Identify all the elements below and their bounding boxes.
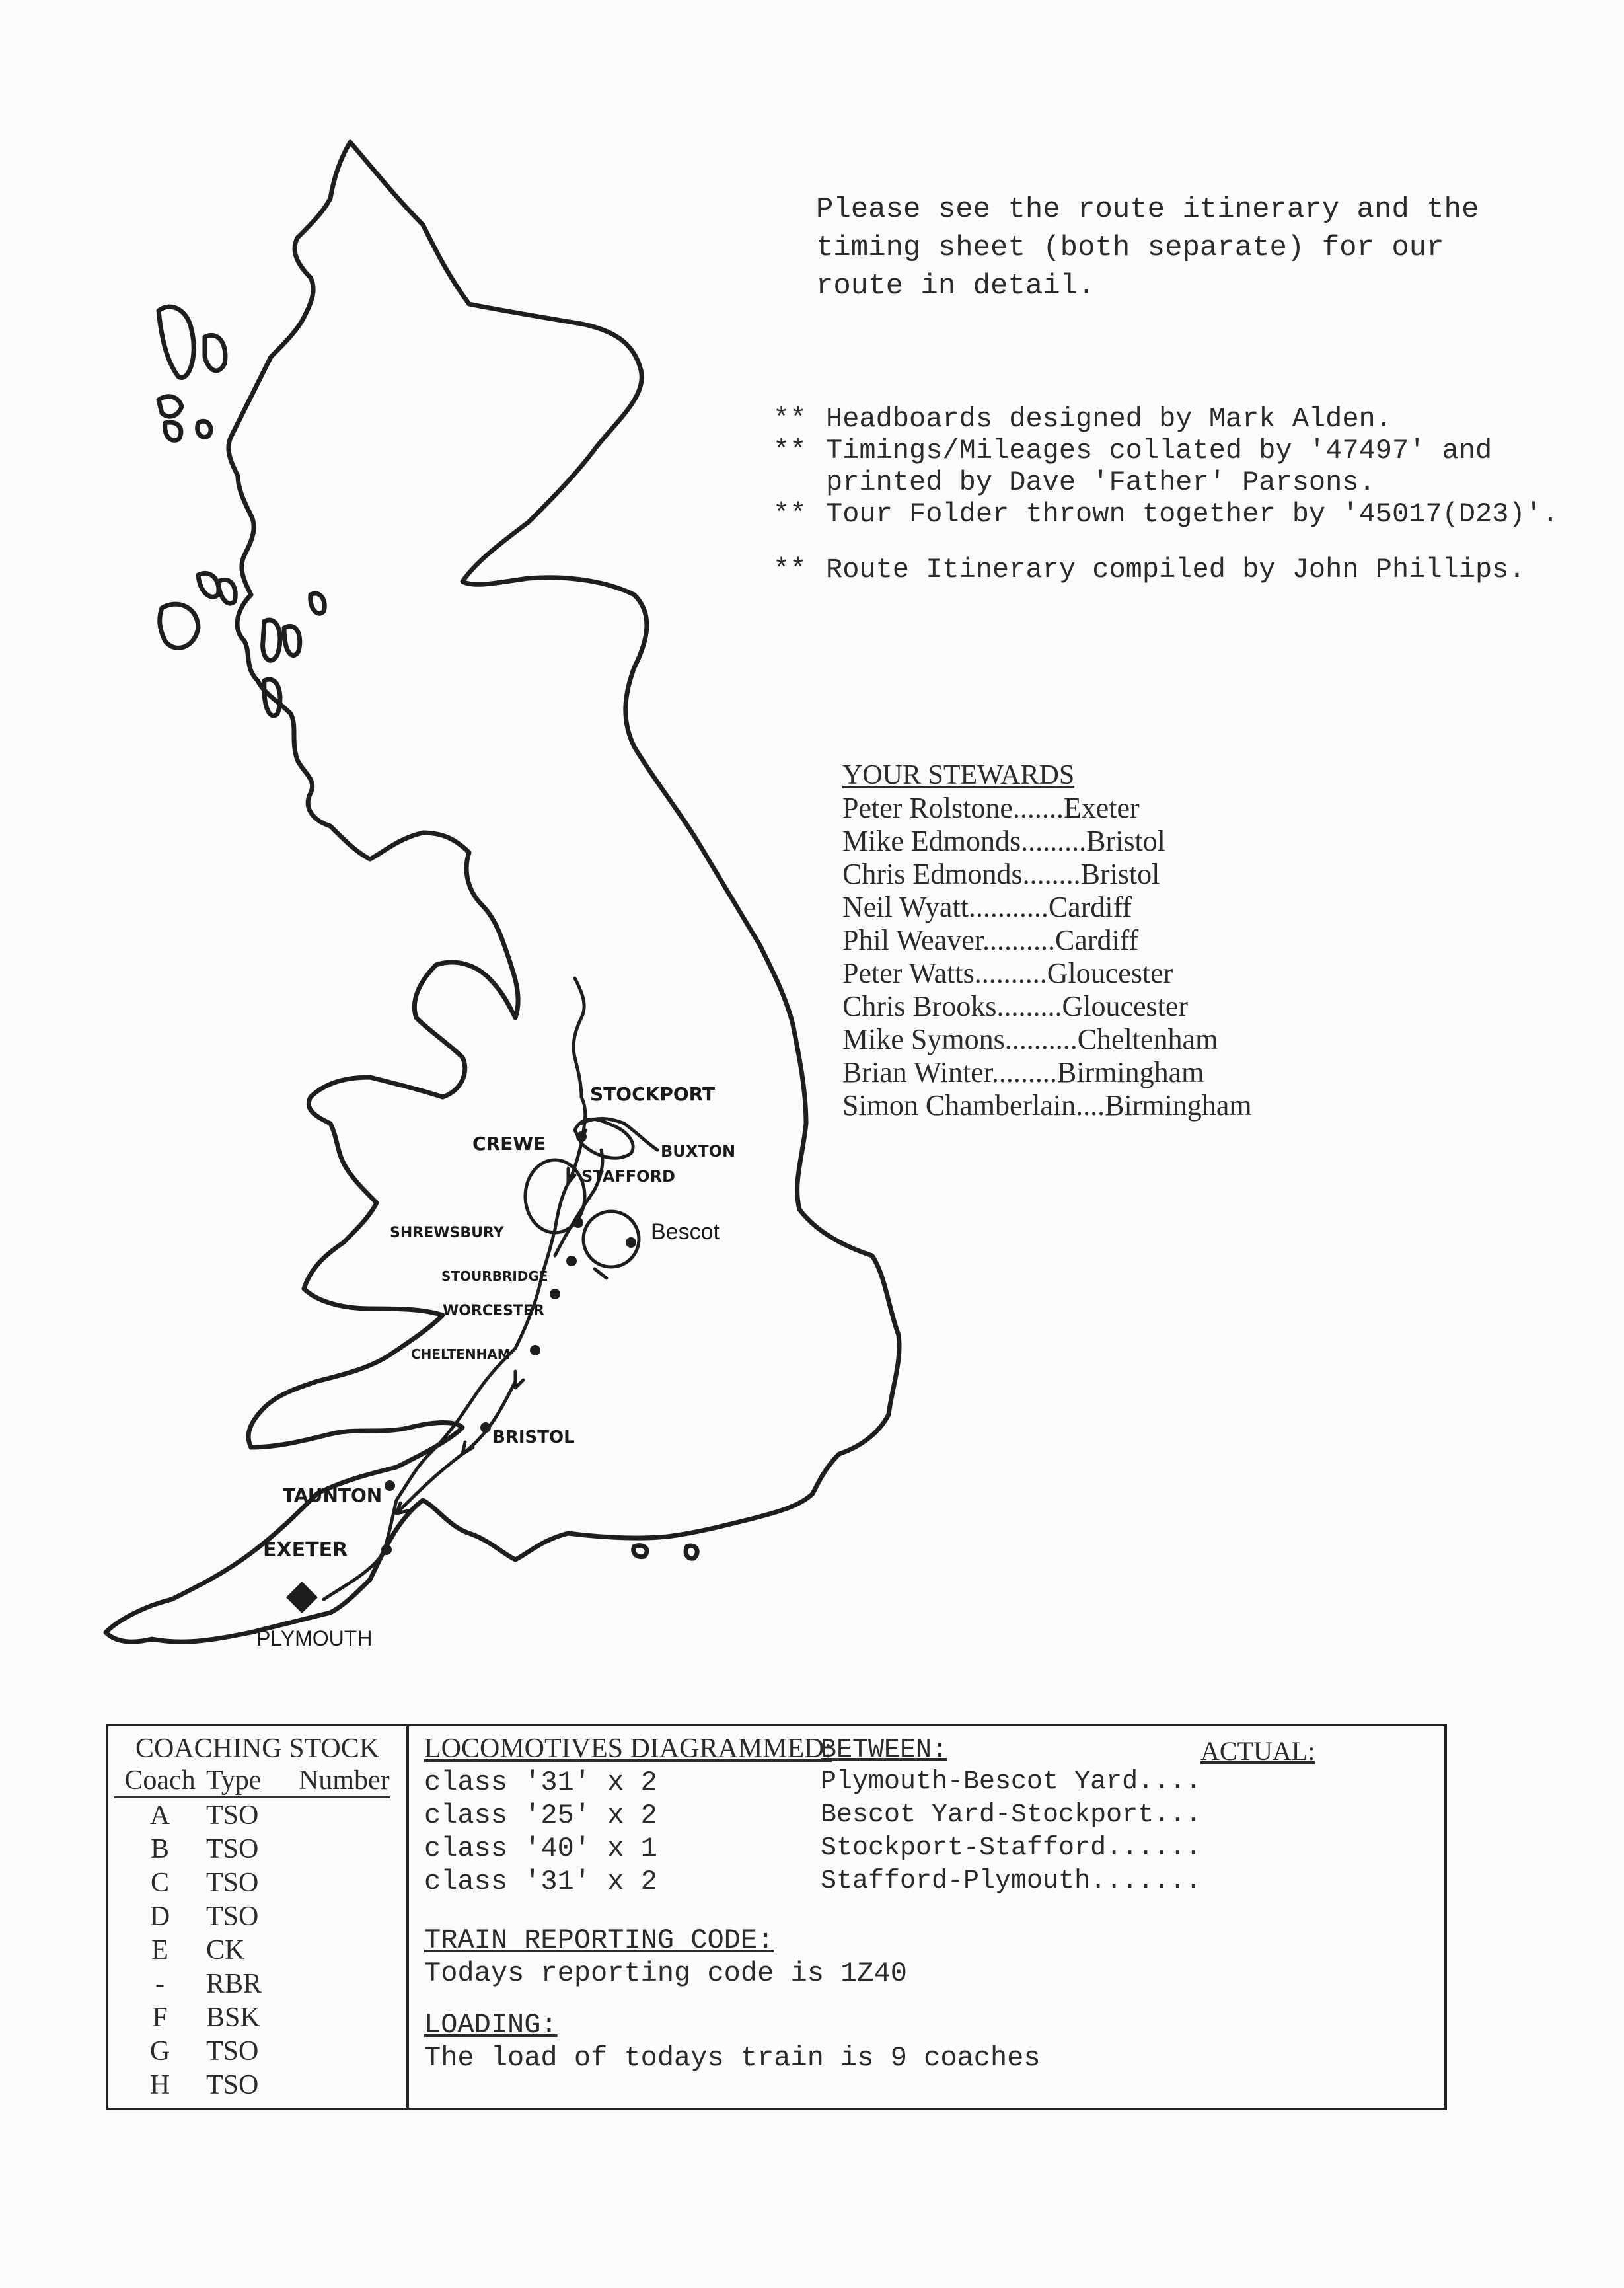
credits-list [773,403,1606,586]
credit-item [773,403,1606,435]
credit-item [773,554,1606,586]
stewards-list [842,759,1503,1122]
steward-row: Simon Chamberlain....Birmingham [842,1089,1252,1122]
table-row [114,2069,404,2102]
coach-letter: C [150,1868,169,1898]
route-line [396,1381,515,1513]
map-label-stafford: STAFFORD [581,1167,675,1186]
train-info-box [106,1724,1447,2110]
coach-letter: H [149,2070,170,2100]
coach-type: TSO [206,1800,259,1831]
table-row [424,1832,1415,1865]
header-type: Type [206,1765,299,1798]
station-dot [626,1237,636,1248]
locomotive-rows [424,1766,1415,1898]
coach-type: TSO [206,1834,259,1864]
island-outline [159,397,182,416]
table-row [424,1766,1415,1799]
island-outline [198,573,219,597]
station-dot [381,1544,392,1555]
reporting-code-heading: TRAIN REPORTING CODE: [424,1925,774,1956]
table-row [114,1967,404,2001]
coach-letter: E [151,1935,168,1965]
loading-heading: LOADING: [424,2009,558,2041]
coach-letter: G [149,2036,170,2067]
table-row [424,1799,1415,1832]
steward-row: Chris Edmonds........Bristol [842,858,1160,890]
intro-paragraph [816,190,1543,305]
table-row [114,1900,404,1934]
credit-text: Route Itinerary compiled by John Phillips. [826,554,1526,586]
map-label-bristol: BRISTOL [492,1428,575,1447]
steward-row: Brian Winter.........Birmingham [842,1056,1204,1088]
steward-row: Phil Weaver..........Cardiff [842,924,1139,956]
island-outline [311,593,325,613]
credit-item [773,435,1606,498]
station-dot [576,1131,587,1142]
map-label-buxton: BUXTON [661,1142,736,1161]
credit-text: Headboards designed by Mark Alden. [826,403,1392,435]
map-label-stockport: STOCKPORT [590,1083,716,1105]
loco-class: class '40' x 1 [424,1833,657,1864]
coach-type: RBR [206,1969,262,1999]
station-dot [385,1480,395,1491]
table-row [114,2035,404,2069]
credit-asterisks: ** [773,554,807,586]
island-outline [198,421,211,437]
island-outline [160,604,198,648]
steward-row: Neil Wyatt...........Cardiff [842,891,1132,923]
intro-line: route in detail. [816,270,1095,303]
table-row [424,1865,1415,1898]
coach-type: TSO [206,2070,259,2100]
coach-type: TSO [206,1901,259,1932]
loco-between: Plymouth-Bescot Yard.... [821,1767,1202,1797]
table-row [114,2001,404,2035]
header-coach: Coach [114,1765,206,1798]
loading-text: The load of todays train is 9 coaches [424,2042,1041,2074]
island-outline [263,620,280,660]
route-line [573,978,584,1097]
coaching-stock-title: COACHING STOCK [135,1734,380,1764]
island-outline [634,1546,647,1557]
coach-type: CK [206,1935,245,1965]
island-outline [165,422,181,440]
reporting-code-text: Todays reporting code is 1Z40 [424,1958,907,1989]
intro-line: Please see the route itinerary and the [816,193,1479,226]
credit-asterisks: ** [773,498,807,530]
steward-row: Peter Rolstone.......Exeter [842,792,1140,824]
loco-class: class '25' x 2 [424,1800,657,1831]
station-dot [480,1422,491,1433]
table-row [114,1799,404,1833]
island-outline [205,335,225,371]
credit-item [773,498,1606,530]
station-dot [550,1289,560,1299]
steward-row: Mike Symons..........Cheltenham [842,1023,1218,1055]
credit-asterisks: ** [773,435,807,467]
steward-row: Chris Brooks.........Gloucester [842,990,1189,1022]
station-dot [530,1345,540,1355]
island-outline [284,626,300,655]
coach-type: BSK [206,2002,260,2033]
credit-text: Tour Folder thrown together by '45017(D23)'. [826,498,1559,530]
actual-heading: ACTUAL: [1200,1736,1315,1766]
station-dot [573,1217,583,1228]
map-label-stourbridge: STOURBRIDGE [441,1268,548,1284]
route-arrow [595,1269,607,1278]
station-dot [566,1256,577,1266]
loco-class: class '31' x 2 [424,1767,657,1798]
map-label-taunton: TAUNTON [283,1484,383,1506]
table-row [114,1866,404,1900]
map-label-shrewsbury: SHREWSBURY [390,1225,504,1241]
loco-between: Bescot Yard-Stockport... [821,1800,1202,1830]
map-label-worcester: WORCESTER [443,1303,544,1319]
map-label-crewe: CREWE [472,1133,546,1155]
loco-between: Stockport-Stafford...... [821,1833,1202,1863]
island-outline [159,307,194,377]
coach-letter: - [155,1969,165,1999]
map-label-exeter: EXETER [263,1539,348,1562]
island-outline [218,580,235,603]
between-heading: BETWEEN: [821,1735,948,1765]
route-arrow [515,1371,523,1388]
island-outline [686,1546,697,1558]
map-label-plymouth: PLYMOUTH [256,1626,373,1650]
plymouth-marker [286,1582,318,1613]
coach-type: TSO [206,1868,259,1898]
loco-between: Stafford-Plymouth....... [821,1866,1202,1896]
coach-letter: D [149,1901,170,1932]
coach-letter: A [149,1800,170,1831]
coaching-stock-headers [114,1765,404,1798]
steward-row: Mike Edmonds.........Bristol [842,825,1165,857]
coach-type: TSO [206,2036,259,2067]
header-number: Number [299,1765,390,1798]
locomotives-heading: LOCOMOTIVES DIAGRAMMED: [424,1734,832,1764]
coaching-stock-panel [108,1726,409,2108]
coach-letter: B [150,1834,169,1864]
table-row [114,1934,404,1967]
map-label-cheltenham: CHELTENHAM [411,1346,511,1362]
coaching-stock-rows [114,1799,404,2102]
steward-row: Peter Watts..........Gloucester [842,957,1173,989]
map-label-bescot: Bescot [651,1219,720,1244]
credit-asterisks: ** [773,403,807,435]
loco-class: class '31' x 2 [424,1866,657,1897]
route-line [581,1119,657,1151]
stewards-heading: YOUR STEWARDS [842,760,1075,790]
coach-letter: F [152,2002,168,2033]
table-row [114,1833,404,1866]
intro-line: timing sheet (both separate) for our [816,231,1444,264]
credit-text: Timings/Mileages collated by '47497' and printed by Dave 'Father' Parsons. [826,435,1493,498]
